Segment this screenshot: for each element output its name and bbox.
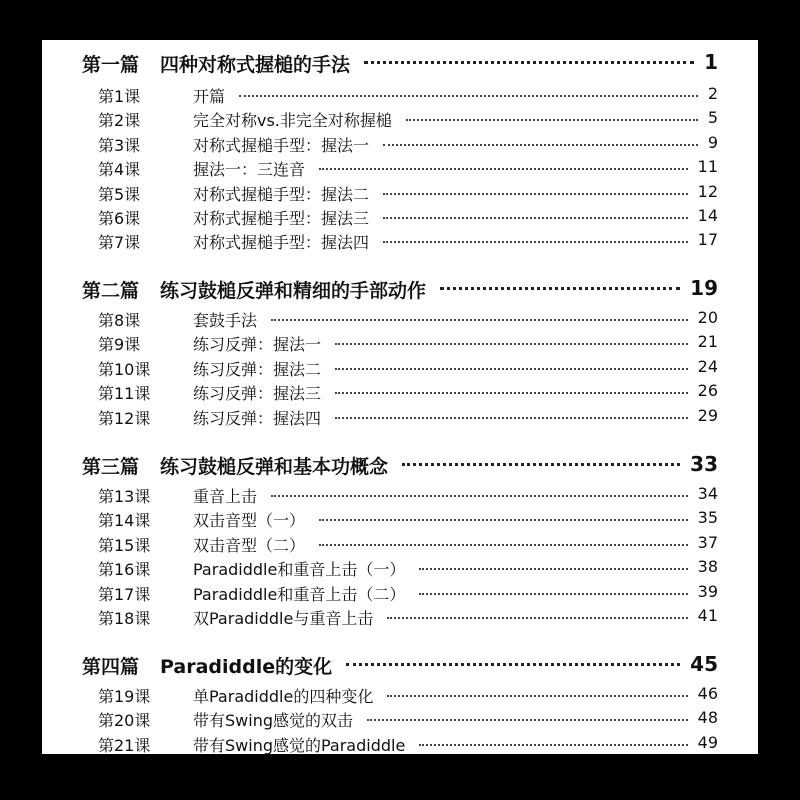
dot-leader [383,193,688,195]
lesson-page-number: 14 [697,206,718,225]
lesson-number: 第7课 [98,233,141,253]
lesson-entry[interactable] [42,708,758,730]
lesson-entry[interactable] [42,182,758,204]
lesson-page-number: 17 [697,230,718,250]
lesson-number: 第9课 [98,335,141,355]
lesson-number: 第3课 [98,135,141,155]
dot-leader [387,695,688,697]
part-heading[interactable] [42,50,758,78]
dot-leader [419,568,688,570]
lesson-title: 双击音型（一） [193,511,306,531]
lesson-title: 练习反弹：握法二 [193,359,322,379]
part-page-number: 45 [690,652,718,676]
lesson-page-number: 9 [707,132,718,152]
dot-leader [419,744,688,746]
dot-leader [419,593,688,595]
lesson-entry[interactable] [42,133,758,155]
dot-leader [335,417,688,419]
part-number: 第四篇 [82,656,140,678]
lesson-page-number: 39 [697,581,718,601]
dot-leader [239,95,698,97]
lesson-page-number: 46 [697,684,718,703]
lesson-title: 开篇 [193,87,226,106]
lesson-title: 练习反弹：握法一 [193,335,322,355]
dot-leader [271,319,688,321]
lesson-title: 带有Swing感觉的Paradiddle [193,735,406,754]
part-title: Paradiddle的变化 [160,656,333,678]
lesson-page-number: 35 [697,508,718,528]
lesson-number: 第21课 [98,735,151,754]
lesson-title: Paradiddle和重音上击（二） [193,584,406,604]
lesson-number: 第4课 [98,160,141,180]
lesson-title: 双Paradiddle与重音上击 [193,609,374,628]
lesson-number: 第13课 [98,487,151,506]
lesson-entry[interactable] [42,230,758,252]
lesson-page-number: 5 [707,108,718,128]
dot-leader [367,719,688,721]
lesson-number: 第16课 [98,560,151,580]
lesson-page-number: 24 [697,356,718,376]
lesson-page-number: 20 [697,308,718,327]
dot-leader [271,495,688,497]
lesson-title: 对称式握槌手型：握法三 [193,209,370,228]
lesson-entry[interactable] [42,508,758,530]
lesson-title: 练习反弹：握法三 [193,384,322,404]
lesson-number: 第12课 [98,408,151,428]
lesson-page-number: 26 [697,381,718,401]
lesson-number: 第15课 [98,535,151,555]
dot-leader [387,617,688,619]
lesson-page-number: 2 [707,84,718,103]
lesson-entry[interactable] [42,357,758,379]
part-page-number: 33 [690,452,718,476]
lesson-page-number: 29 [697,405,718,425]
lesson-entry[interactable] [42,582,758,604]
part-page-number: 19 [690,276,718,300]
lesson-title: 握法一：三连音 [193,160,306,180]
lesson-title: 重音上击 [193,487,258,506]
dot-leader [335,368,688,370]
lesson-entry[interactable] [42,332,758,354]
lesson-number: 第14课 [98,511,151,531]
lesson-entry[interactable] [42,533,758,555]
dot-leader [319,519,688,521]
lesson-page-number: 11 [697,157,718,177]
lesson-number: 第19课 [98,687,151,706]
lesson-number: 第17课 [98,584,151,604]
lesson-entry[interactable] [42,684,758,706]
lesson-title: 对称式握槌手型：握法一 [193,135,370,155]
lesson-entry[interactable] [42,484,758,506]
dot-leader [440,287,680,290]
lesson-number: 第10课 [98,359,151,379]
lesson-page-number: 38 [697,557,718,577]
dot-leader [383,217,688,219]
lesson-title: 对称式握槌手型：握法四 [193,233,370,253]
lesson-entry[interactable] [42,557,758,579]
part-heading[interactable] [42,652,758,680]
part-page-number: 1 [704,50,718,74]
lesson-number: 第2课 [98,111,141,131]
part-title: 练习鼓槌反弹和基本功概念 [160,456,389,478]
lesson-title: 双击音型（二） [193,535,306,555]
lesson-number: 第1课 [98,87,141,106]
lesson-number: 第6课 [98,209,141,228]
dot-leader [406,119,698,121]
lesson-entry[interactable] [42,108,758,130]
lesson-page-number: 12 [697,181,718,201]
toc-page [42,40,758,754]
lesson-page-number: 49 [697,732,718,752]
dot-leader [335,343,688,345]
lesson-number: 第11课 [98,384,151,404]
lesson-page-number: 37 [697,532,718,552]
lesson-title: 完全对称vs.非完全对称握槌 [193,111,392,131]
lesson-title: 带有Swing感觉的双击 [193,711,353,731]
lesson-title: 单Paradiddle的四种变化 [193,687,374,706]
part-number: 第二篇 [82,280,140,302]
lesson-entry[interactable] [42,606,758,628]
dot-leader [402,463,680,466]
dot-leader [319,544,688,546]
part-title: 练习鼓槌反弹和精细的手部动作 [160,280,427,302]
lesson-page-number: 34 [697,484,718,503]
lesson-entry[interactable] [42,406,758,428]
part-heading[interactable] [42,452,758,480]
part-number: 第一篇 [82,54,140,76]
lesson-entry[interactable] [42,157,758,179]
lesson-number: 第20课 [98,711,151,731]
lesson-number: 第8课 [98,311,141,330]
lesson-entry[interactable] [42,84,758,106]
lesson-title: Paradiddle和重音上击（一） [193,560,406,580]
lesson-number: 第5课 [98,184,141,204]
lesson-title: 对称式握槌手型：握法二 [193,184,370,204]
dot-leader [335,392,688,394]
lesson-number: 第18课 [98,609,151,628]
lesson-entry[interactable] [42,308,758,330]
part-number: 第三篇 [82,456,140,478]
dot-leader [383,241,688,243]
part-heading[interactable] [42,276,758,304]
lesson-page-number: 48 [697,708,718,728]
lesson-page-number: 41 [697,606,718,625]
lesson-entry[interactable] [42,381,758,403]
dot-leader [346,663,680,666]
lesson-title: 练习反弹：握法四 [193,408,322,428]
part-title: 四种对称式握槌的手法 [160,54,351,76]
lesson-title: 套鼓手法 [193,311,258,330]
dot-leader [364,61,694,64]
dot-leader [383,144,698,146]
lesson-page-number: 21 [697,332,718,352]
dot-leader [319,168,688,170]
lesson-entry[interactable] [42,206,758,228]
lesson-entry[interactable] [42,733,758,754]
